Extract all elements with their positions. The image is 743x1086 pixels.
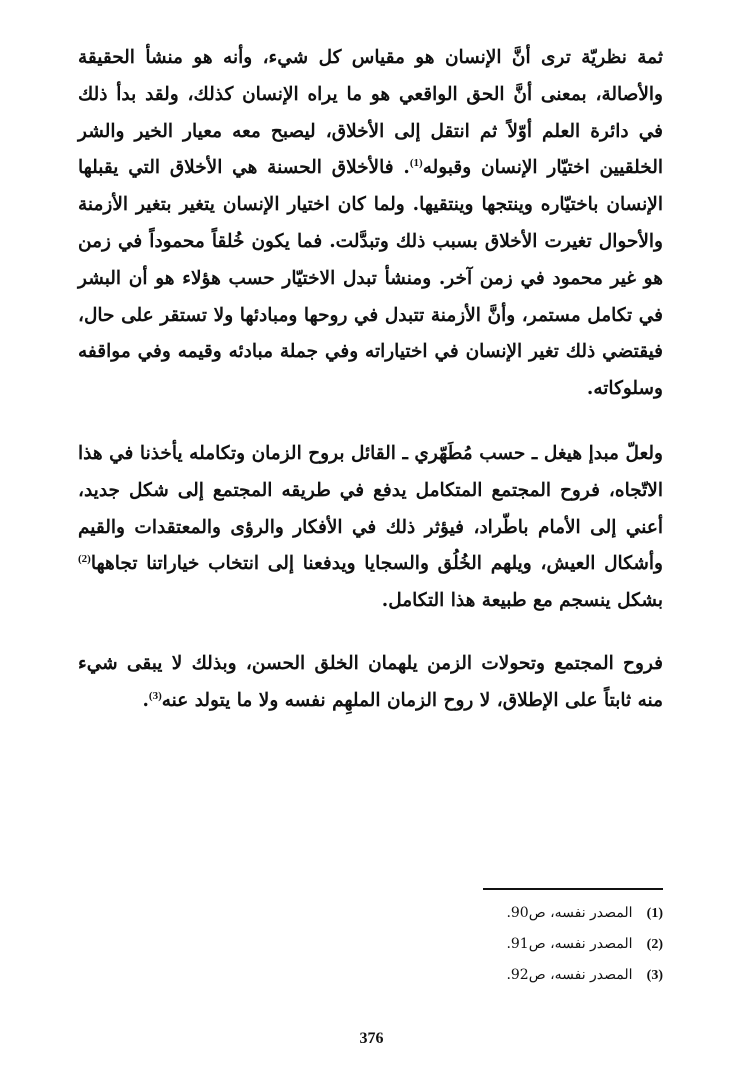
footnote-number: (2)	[646, 937, 663, 952]
footnote-ref-3[interactable]: (3)	[148, 689, 162, 702]
footnote-2	[243, 929, 663, 960]
page-body	[78, 40, 663, 746]
footnote-3	[243, 960, 663, 991]
footnote-number: (3)	[646, 968, 663, 983]
footnote-number: (1)	[646, 906, 663, 921]
footnote-1	[243, 898, 663, 929]
footnote-divider	[483, 888, 663, 890]
footnote-text: المصدر نفسه، ص92.	[506, 967, 633, 983]
footnote-text: المصدر نفسه، ص90.	[506, 905, 633, 921]
paragraph-3-text-cont: .	[142, 689, 149, 711]
paragraph-1	[78, 40, 663, 408]
page-number: 376	[359, 1030, 384, 1047]
footnote-text: المصدر نفسه، ص91.	[506, 936, 633, 952]
paragraph-2-text: ولعلّ مبدإ هيغل ـ حسب مُطَهّري ـ القائل بروح الزمان وتكامله يأخذنا في هذا الاتّجاه، فروح المجتمع المتكامل يدفع في طريقه المجتمع إلى شكل جديد، أعني إلى الأمام باطّراد، فيؤثر ذلك في الأفكار والرؤى والمعتقدات والقيم وأشكال العيش، ويلهم الخُلُق والسجايا ويدفعنا إلى انتخاب خياراتنا تجاهها	[78, 442, 663, 575]
paragraph-1-text: ثمة نظريّة ترى أنَّ الإنسان هو مقياس كل شيء، وأنه هو منشأ الحقيقة والأصالة، بمعنى أنَّ الحق الواقعي هو ما يراه الإنسان كذلك، ولقد بدأ ذلك في دائرة العلم أوّلاً ثم انتقل إلى الأخلاق، ليصبح معه معيار الخير والشر الخلقيين اختيّار الإنسان وقبوله	[78, 47, 663, 179]
footnote-ref-2[interactable]: (2)	[78, 553, 91, 566]
paragraph-3	[78, 646, 663, 720]
paragraph-3-text: فروح المجتمع وتحولات الزمن يلهمان الخلق الحسن، وبذلك لا يبقى شيء منه ثابتاً على الإطلاق، لا روح الزمان الملهِم نفسه ولا ما يتولد عنه	[78, 652, 663, 711]
footnote-ref-1[interactable]: (1)	[409, 157, 423, 170]
paragraph-2-text-cont: بشكل ينسجم مع طبيعة هذا التكامل.	[381, 590, 663, 612]
footnotes	[243, 898, 663, 991]
paragraph-1-text-cont: . فالأخلاق الحسنة هي الأخلاق التي يقبلها الإنسان باختيّاره وينتجها وينتقيها. ولما كان اختيار الإنسان يتغير بتغير الأزمنة والأحوال تغيرت الأخلاق بسبب ذلك وتبدَّلت. فما يكون خُلقاً محموداً في زمن هو غير محمود في زمن آخر. ومنشأ تبدل الاختيّار حسب هؤلاء هو أن البشر في تكامل مستمر، وأنَّ الأزمنة تتبدل في روحها ومبادئها ولا تستقر على حال، فيقتضي ذلك تغير الإنسان في اختياراته وفي جملة مبادئه وقيمه وفي مواقفه وسلوكاته.	[78, 157, 663, 400]
paragraph-2	[78, 436, 663, 620]
